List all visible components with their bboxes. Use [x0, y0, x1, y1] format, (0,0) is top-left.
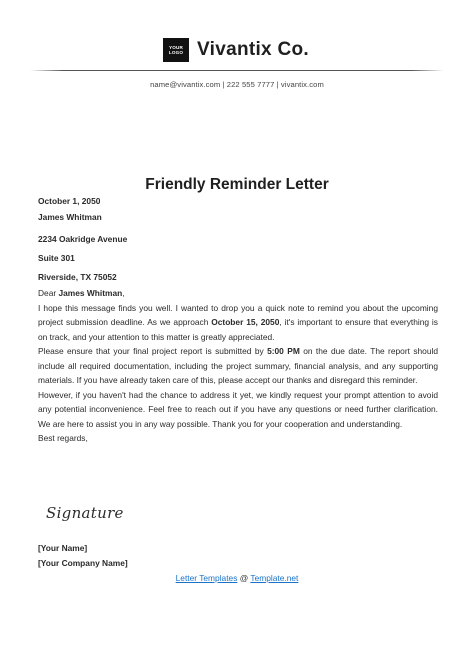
recipient-block: [38, 210, 438, 225]
logo: [163, 38, 189, 62]
recipient-name: James Whitman: [38, 212, 102, 222]
letter-date: [38, 194, 438, 209]
address-line-3: Riverside, TX 75052: [38, 272, 117, 282]
paragraph-2: [38, 344, 438, 388]
letter-templates-link[interactable]: Letter Templates: [175, 573, 238, 583]
template-net-link[interactable]: Template.net: [250, 573, 299, 583]
letter-title: Friendly Reminder Letter: [145, 176, 329, 193]
footer: [0, 573, 474, 583]
salutation-suffix: ,: [122, 288, 125, 298]
company-name: Vivantix Co.: [197, 39, 310, 60]
date: October 1, 2050: [38, 196, 101, 206]
logo-text: YOUR LOGO: [168, 45, 184, 55]
p1-deadline-date: October 15, 2050: [211, 317, 280, 327]
salutation: [38, 286, 438, 301]
address-line-2: Suite 301: [38, 253, 75, 263]
letterhead: [0, 38, 474, 64]
sender-company: [Your Company Name]: [38, 557, 128, 568]
p2-text-b: on the due date. The report should include all required documentation, including the project summary, financial analysis, and any supporting materials. If you have already taken care of this, please accept our thanks and disregard this reminder.: [38, 346, 439, 385]
salutation-prefix: Dear: [38, 288, 59, 298]
signature: Signature: [46, 504, 124, 522]
address-line-1: 2234 Oakridge Avenue: [38, 234, 128, 244]
address-line-2-wrap: [38, 251, 438, 266]
letter-body: [38, 286, 438, 446]
p1-text-b: , it's important to ensure that everything is on track, and your attention to this matter is greatly appreciated.: [38, 317, 438, 342]
closing: Best regards,: [38, 433, 88, 443]
address-line-3-wrap: [38, 270, 438, 285]
address-line-1-wrap: [38, 232, 438, 247]
paragraph-1: [38, 301, 438, 345]
contact-line: name@vivantix.com | 222 555 7777 | vivantix.com: [150, 80, 324, 89]
p2-text-a: Please ensure that your final project report is submitted by: [38, 346, 268, 356]
p1-text-a: I hope this message finds you well. I wanted to drop you a quick note to remind you about the upcoming project submission deadline. As we approach: [38, 302, 438, 327]
p2-deadline-time: 5:00 PM: [267, 346, 300, 356]
salutation-name: James Whitman: [58, 288, 123, 298]
sender-block: [38, 541, 438, 570]
sender-name: [Your Name]: [38, 543, 88, 553]
footer-separator: @: [237, 573, 251, 583]
header-divider: [30, 70, 444, 71]
paragraph-3: However, if you haven't had the chance to address it yet, we kindly request your prompt attention to avoid any potential inconvenience. Feel free to reach out if you have any questions or need further clarification. We are here to assist you in any way possible. Thank you for your cooperation and understanding.: [38, 389, 438, 429]
